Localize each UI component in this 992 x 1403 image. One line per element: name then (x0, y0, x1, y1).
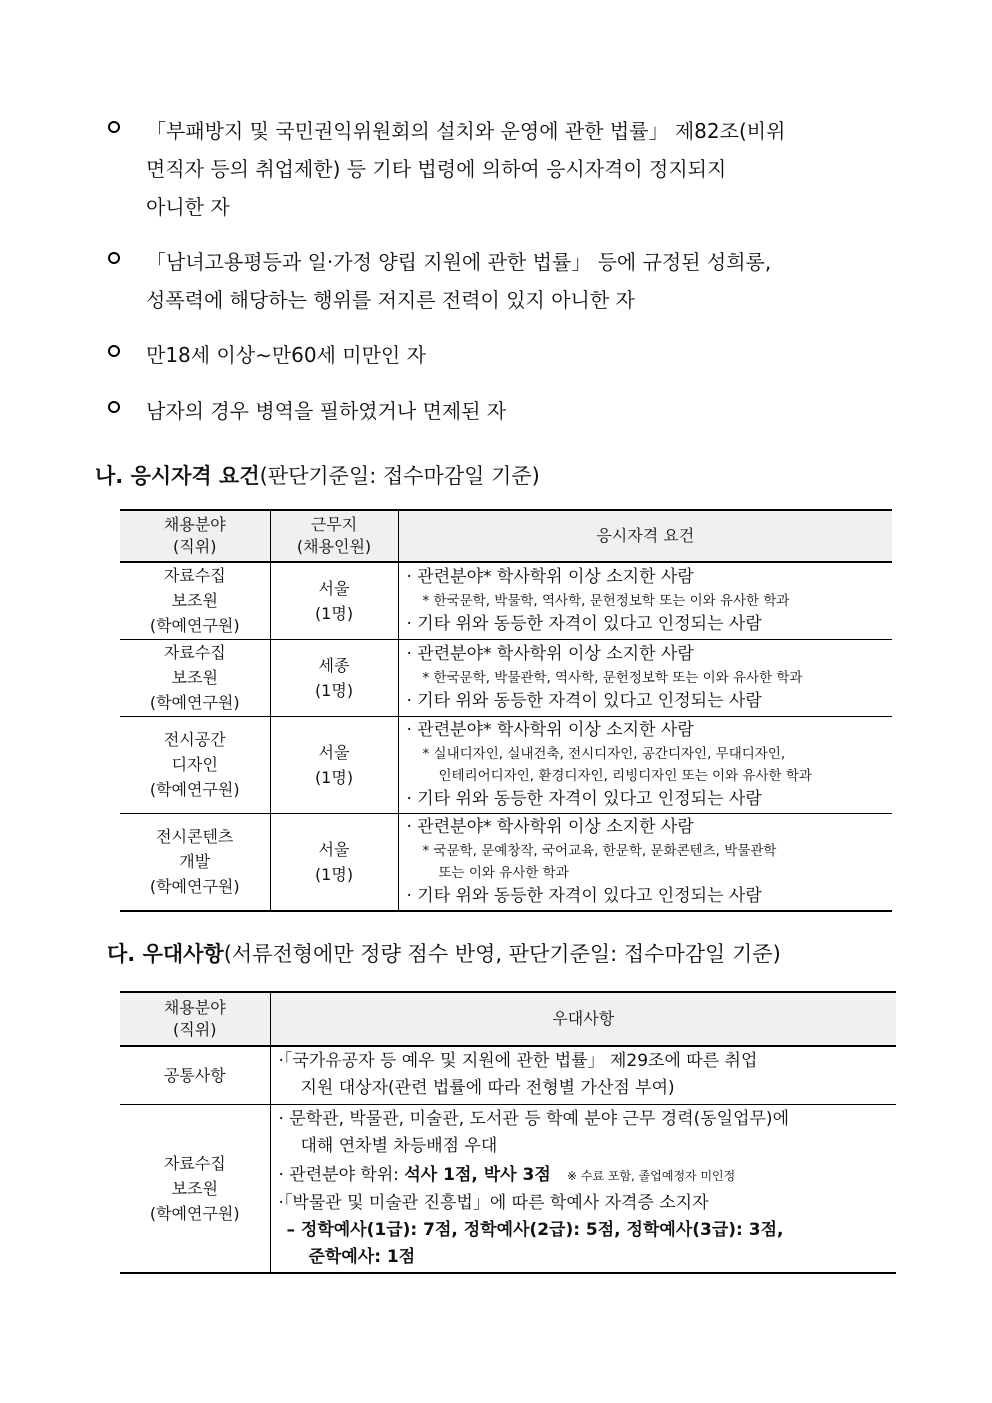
bullet-line: 남자의 경우 병역을 필하였거나 면제된 자 (146, 399, 507, 423)
eligibility-table (120, 509, 892, 912)
requirements-cell: · 관련분야* 학사학위 이상 소지한 사람 * 실내디자인, 실내건축, 전시디자인, 공간디자인, 무대디자인, 인테리어디자인, 환경디자인, 리빙디자인 또는 이와 유사한 학과 · 기타 위와 동등한 자격이 있다고 인정되는 사람 (398, 716, 892, 813)
field-cell: 자료수집 보조원 (학예연구원) (120, 562, 270, 639)
field-cell: 전시공간 디자인 (학예연구원) (120, 716, 270, 813)
header-requirements: 응시자격 요건 (398, 510, 892, 562)
field-cell: 자료수집 보조원 (학예연구원) (120, 1104, 270, 1273)
bullet-line: 만18세 이상∼만60세 미만인 자 (146, 343, 426, 367)
preferences-cell: ·「국가유공자 등 예우 및 지원에 관한 법률」 제29조에 따른 취업 지원 대상자(관련 법률에 따라 전형별 가산점 부여) (270, 1046, 896, 1104)
circle-bullet-icon (108, 121, 120, 133)
bullet-line: 성폭력에 해당하는 행위를 저지른 전력이 있지 아니한 자 (146, 288, 635, 312)
field-cell: 공통사항 (120, 1046, 270, 1104)
location-cell: 서울 (1명) (270, 716, 398, 813)
table-row (120, 716, 892, 813)
bullet-item-2 (108, 243, 898, 319)
requirements-cell: · 관련분야* 학사학위 이상 소지한 사람 * 한국문학, 박물관학, 역사학, 문헌정보학 또는 이와 유사한 학과 · 기타 위와 동등한 자격이 있다고 인정되는 사람 (398, 639, 892, 716)
circle-bullet-icon (108, 345, 120, 357)
table-row (120, 1046, 896, 1104)
requirements-cell: · 관련분야* 학사학위 이상 소지한 사람 * 국문학, 문예창작, 국어교육, 한문학, 문화콘텐츠, 박물관학 또는 이와 유사한 학과 · 기타 위와 동등한 자격이 있다고 인정되는 사람 (398, 813, 892, 911)
header-field: 채용분야 (직위) (120, 992, 270, 1046)
bullet-item-3 (108, 336, 898, 374)
table-row (120, 813, 892, 911)
requirements-cell: · 관련분야* 학사학위 이상 소지한 사람 * 한국문학, 박물학, 역사학, 문헌정보학 또는 이와 유사한 학과 · 기타 위와 동등한 자격이 있다고 인정되는 사람 (398, 562, 892, 639)
bullet-item-4 (108, 392, 898, 430)
table-row (120, 562, 892, 639)
section-subtitle: (판단기준일: 접수마감일 기준) (259, 464, 540, 488)
header-preferences: 우대사항 (270, 992, 896, 1046)
section-title: 다. 우대사항 (107, 942, 224, 966)
preferences-table (120, 991, 896, 1274)
degree-note: ※ 수료 포함, 졸업예정자 미인정 (567, 1168, 736, 1183)
circle-bullet-icon (108, 252, 120, 264)
table-row (120, 1104, 896, 1273)
section-subtitle: (서류전형에만 정량 점수 반영, 판단기준일: 접수마감일 기준) (223, 942, 781, 966)
bullet-line: 면직자 등의 취업제한) 등 기타 법령에 의하여 응시자격이 정지되지 (146, 157, 727, 181)
section-title: 나. 응시자격 요건 (95, 464, 260, 488)
degree-label: · 관련분야 학위: (278, 1164, 405, 1185)
circle-bullet-icon (108, 401, 120, 413)
header-location: 근무지 (채용인원) (270, 510, 398, 562)
header-field: 채용분야 (직위) (120, 510, 270, 562)
table-row (120, 639, 892, 716)
section-heading-eligibility (95, 460, 540, 490)
field-cell: 전시콘텐츠 개발 (학예연구원) (120, 813, 270, 911)
location-cell: 세종 (1명) (270, 639, 398, 716)
bullet-line: 「부패방지 및 국민권익위원회의 설치와 운영에 관한 법률」 제82조(비위 (146, 119, 786, 143)
location-cell: 서울 (1명) (270, 813, 398, 911)
location-cell: 서울 (1명) (270, 562, 398, 639)
preferences-cell: · 문학관, 박물관, 미술관, 도서관 등 학예 분야 근무 경력(동일업무)에 대해 연차별 차등배점 우대 · 관련분야 학위: 석사 1점, 박사 3점 ※ 수료 포함, 졸업예정자 미인정 ·「박물관 및 미술관 진흥법」에 따른 학예사 자격증 소지자 – 정학예사(1급): 7점, 정학예사(2급): 5점, 정학예사(3급): 3점, 준학예사: 1점 (270, 1104, 896, 1273)
bullet-line: 「남녀고용평등과 일·가정 양립 지원에 관한 법률」 등에 규정된 성희롱, (146, 250, 772, 274)
degree-points: 석사 1점, 박사 3점 (404, 1164, 551, 1185)
bullet-item-1 (108, 112, 898, 226)
bullet-line: 아니한 자 (146, 195, 230, 219)
field-cell: 자료수집 보조원 (학예연구원) (120, 639, 270, 716)
section-heading-preferences (107, 938, 781, 968)
